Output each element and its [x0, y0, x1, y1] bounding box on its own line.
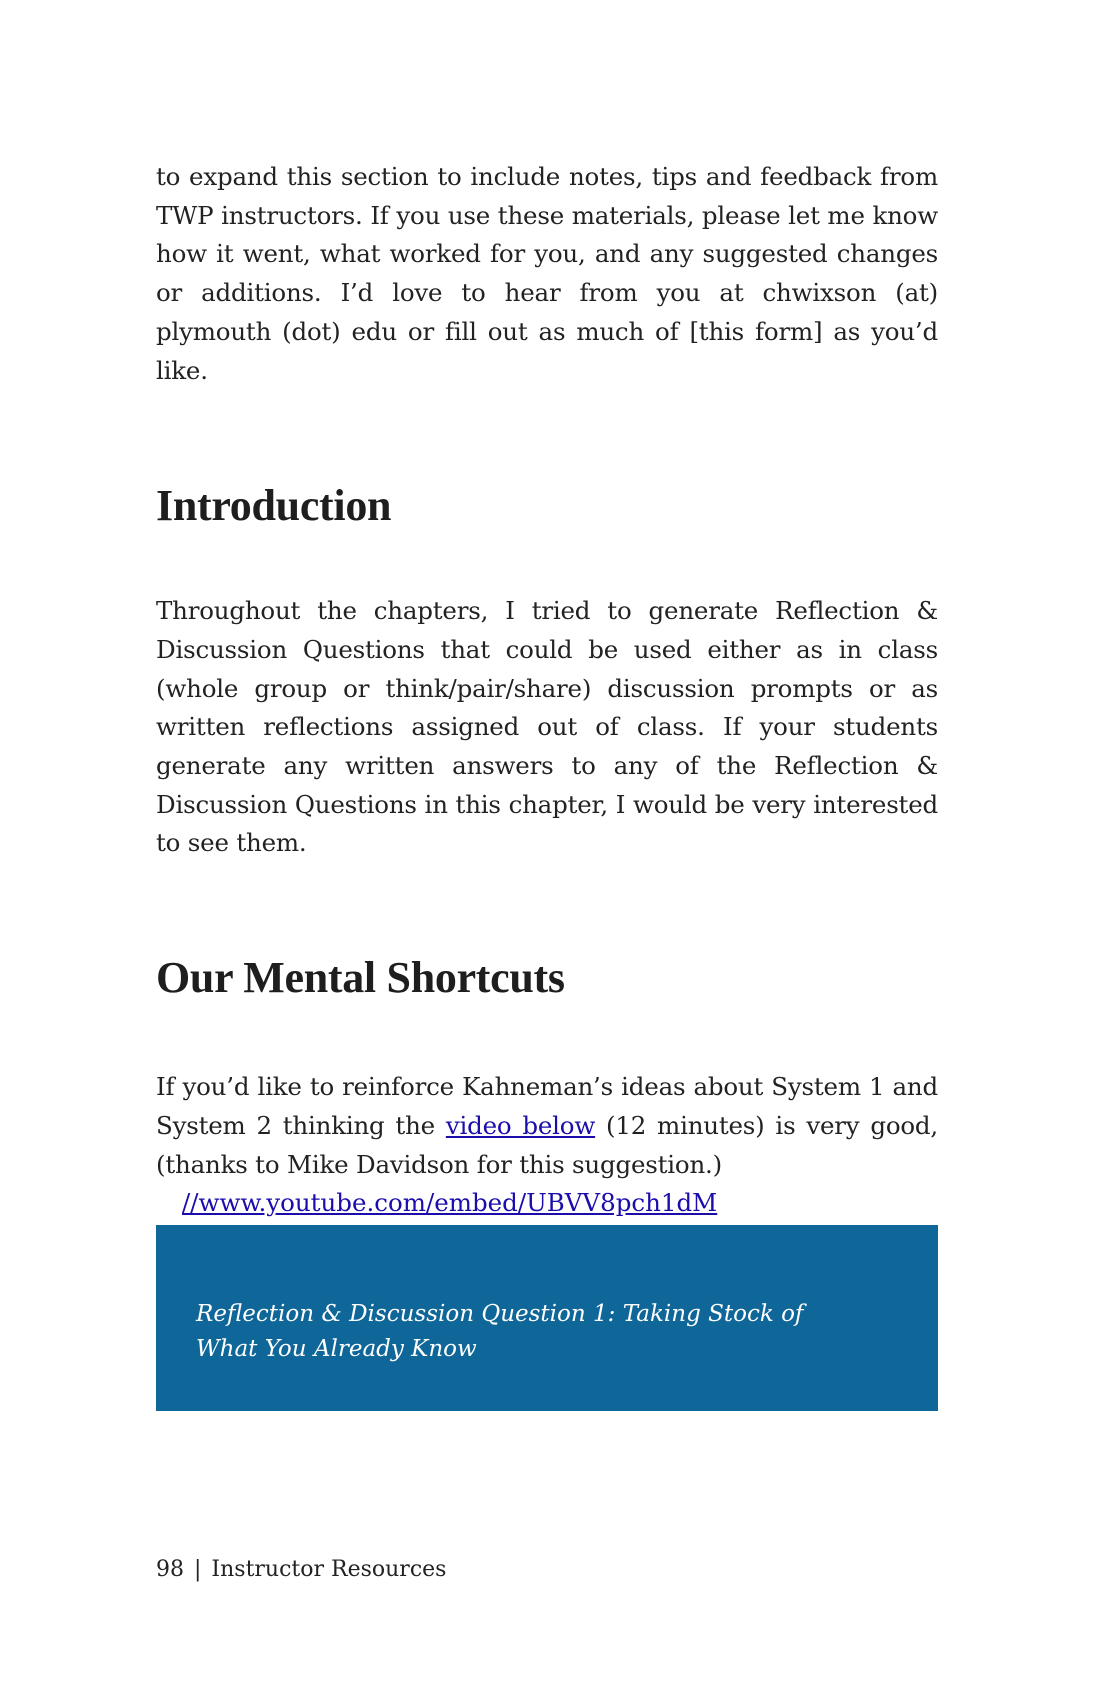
callout-text: Reflection & Discussion Question 1: Taking Stock of What You Already Know [196, 1301, 804, 1362]
introduction-paragraph: Throughout the chapters, I tried to generate Reflection & Discussion Questions that could be used either as in class (whole group or think/pair/share) discussion prompts or as written reflections assigned out of class. If your students generate any written answers to any of the Reflection & Discussion Questions in this chapter, I would be very interested to see them. [156, 596, 938, 858]
video-embed-link[interactable]: //www.youtube.com/embed/UBVV8pch1dM [182, 1188, 718, 1218]
footer-separator: | [194, 1557, 202, 1582]
mental-shortcuts-heading: Our Mental Shortcuts [156, 953, 565, 1003]
page-content [156, 158, 938, 1223]
video-embed-row [156, 1184, 938, 1223]
page-number: 98 [156, 1557, 184, 1582]
paragraph-text-before-link: If you’d like to reinforce Kahneman’s ideas about System 1 and System 2 thinking the [156, 1072, 938, 1140]
footer-section-title: Instructor Resources [211, 1557, 447, 1582]
paragraph-text-after-link: (12 minutes) is very good, (thanks to Mike Davidson for this suggestion.) [156, 1110, 938, 1179]
video-below-link[interactable]: video below [445, 1110, 596, 1140]
mental-shortcuts-paragraph [156, 1068, 938, 1184]
reflection-question-callout [156, 1225, 938, 1411]
introduction-heading: Introduction [156, 481, 392, 531]
page-footer [156, 1555, 446, 1585]
intro-paragraph: to expand this section to include notes, tips and feedback from TWP instructors. If you use these materials, please let me know how it went, what worked for you, and any suggested changes or additions. I’d love to hear from you at chwixson (at) plymouth (dot) edu or fill out as much of [this form] as you’d like. [156, 162, 938, 385]
